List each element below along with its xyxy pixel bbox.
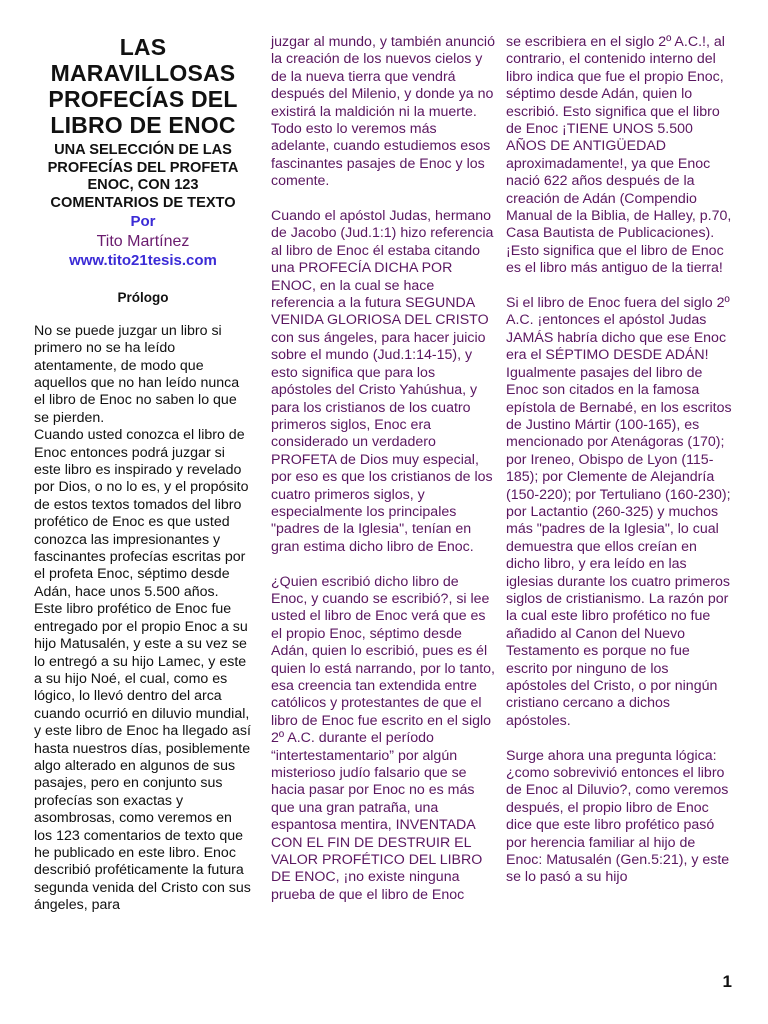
column-1 (34, 34, 252, 915)
document-subtitle: UNA SELECCIÓN DE LAS PROFECÍAS DEL PROFETA ENOC, CON 123 COMENTARIOS DE TEXTO (47, 142, 239, 211)
document-title: LAS MARAVILLOSAS PROFECÍAS DEL LIBRO DE ENOC (48, 34, 238, 138)
by-label: Por (130, 213, 156, 231)
paragraph: Este libro profético de Enoc fue entregado por el propio Enoc a su hijo Matusalén, y este a su vez se lo entregó a su hijo Lamec, y este a su hijo Noé, el cual, como es lógico, lo llevó dentro del arca cuando ocurrió en diluvio mundial, y este libro de Enoc ha llegado así hasta nuestros días, posiblemente algo alterado en algunos de sus pasajes, pero en conjunto sus profecías son exactas y asombrosas, como veremos en los 123 comentarios de texto que he publicado en este libro. Enoc describió proféticamente la futura segunda venida del Cristo con sus ángeles, para (34, 601, 251, 914)
paragraph: No se puede juzgar un libro si primero no se ha leído atentamente, de modo que aquellos que no han leído nunca el libro de Enoc no saben lo que se pierden. (34, 322, 240, 426)
paragraph: Surge ahora una pregunta lógica: ¿como sobrevivió entonces el libro de Enoc al Diluvio?, como veremos después, el propio libro de Enoc dice que este libro profético pasó por herencia familiar al hijo de Enoc: Matusalén (Gen.5:21), y este se lo pasó a su hijo (506, 747, 730, 886)
page-number: 1 (722, 972, 732, 991)
column-3 (506, 34, 732, 887)
paragraph: se escribiera en el siglo 2º A.C.!, al contrario, el contenido interno del libro indica que fue el propio Enoc, séptimo desde Adán, quien lo escribió. Esto significa que el libro de Enoc ¡TIENE UNOS 5.500 AÑOS DE ANTIGÜEDAD aproximadamente!, ya que Enoc nació 622 años después de la creación de Adán (Compendio Manual de la Biblia, de Halley, p.70, Casa Bautista de Publicaciones). ¡Esto significa que el libro de Enoc es el libro más antiguo de la tierra! (506, 34, 732, 277)
paragraph: ¿Quien escribió dicho libro de Enoc, y cuando se escribió?, si lee usted el libro de Enoc verá que es el propio Enoc, séptimo desde Adán, quien lo escribió, pues es él quien lo está narrando, por lo tanto, esa creencia tan extendida entre católicos y protestantes de que el libro de Enoc fue escrito en el siglo 2º A.C. durante el período “intertestamentario” por algún misterioso judío falsario que se hacia pasar por Enoc no es más que una gran patraña, una espantosa mentira, INVENTADA CON EL FIN DE DESTRUIR EL VALOR PROFÉTICO DEL LIBRO DE ENOC, ¡no existe ninguna prueba de que el libro de Enoc (271, 573, 496, 903)
website-link[interactable]: www.tito21tesis.com (69, 252, 217, 270)
paragraph: Si el libro de Enoc fuera del siglo 2º A.C. ¡entonces el apóstol Judas JAMÁS habría dicho que ese Enoc era el SÉPTIMO DESDE ADÁN! Igualmente pasajes del libro de Enoc son citados en la famosa epístola de Bernabé, en los escritos de Justino Mártir (100-165), es mencionado por Atenágoras (170); por Ireneo, Obispo de Lyon (115-185); por Clemente de Alejandría (150-220); por Tertuliano (160-230); por Lactantio (260-325) y muchos más "padres de la Iglesia", lo cual demuestra que ellos creían en dicho libro, y era leído en las iglesias durante los cuatro primeros siglos de cristianismo. La razón por la cual este libro profético no fue añadido al Canon del Nuevo Testamento es porque no fue escrito por ninguno de los apóstoles del Cristo, o por ningún cristiano cercano a dichos apóstoles. (506, 295, 732, 729)
column-2 (271, 34, 495, 904)
paragraph: Cuando usted conozca el libro de Enoc entonces podrá juzgar si este libro es inspirado y revelado por Dios, o no lo es, y el propósito de estos textos tomados del libro profético de Enoc es que usted conozca las impresionantes y fascinantes profecías escritas por el profeta Enoc, séptimo desde Adán, hace unos 5.500 años. (34, 427, 249, 600)
paragraph: juzgar al mundo, y también anunció la creación de los nuevos cielos y de la nueva tierra que vendrá después del Milenio, y donde ya no existirá la maldición ni la muerte. Todo esto lo veremos más adelante, cuando estudiemos esos fascinantes pasajes de Enoc y los comente. (271, 34, 495, 190)
prologue-heading: Prólogo (117, 290, 169, 306)
paragraph: Cuando el apóstol Judas, hermano de Jacobo (Jud.1:1) hizo referencia al libro de Enoc él estaba citando una PROFECÍA DICHA POR ENOC, en la cual se hace referencia a la futura SEGUNDA VENIDA GLORIOSA DEL CRISTO con sus ángeles, para hacer juicio sobre el mundo (Jud.1:14-15), y esto significa que para los apóstoles del Cristo Yahúshua, y para los cristianos de los cuatro primeros siglos, Enoc era considerado un verdadero PROFETA de Dios muy especial, por eso es que los cristianos de los cuatro primeros siglos, y especialmente los principales "padres de la Iglesia", tenían en gran estima dicho libro de Enoc. (271, 208, 494, 555)
author-name: Tito Martínez (96, 233, 190, 251)
